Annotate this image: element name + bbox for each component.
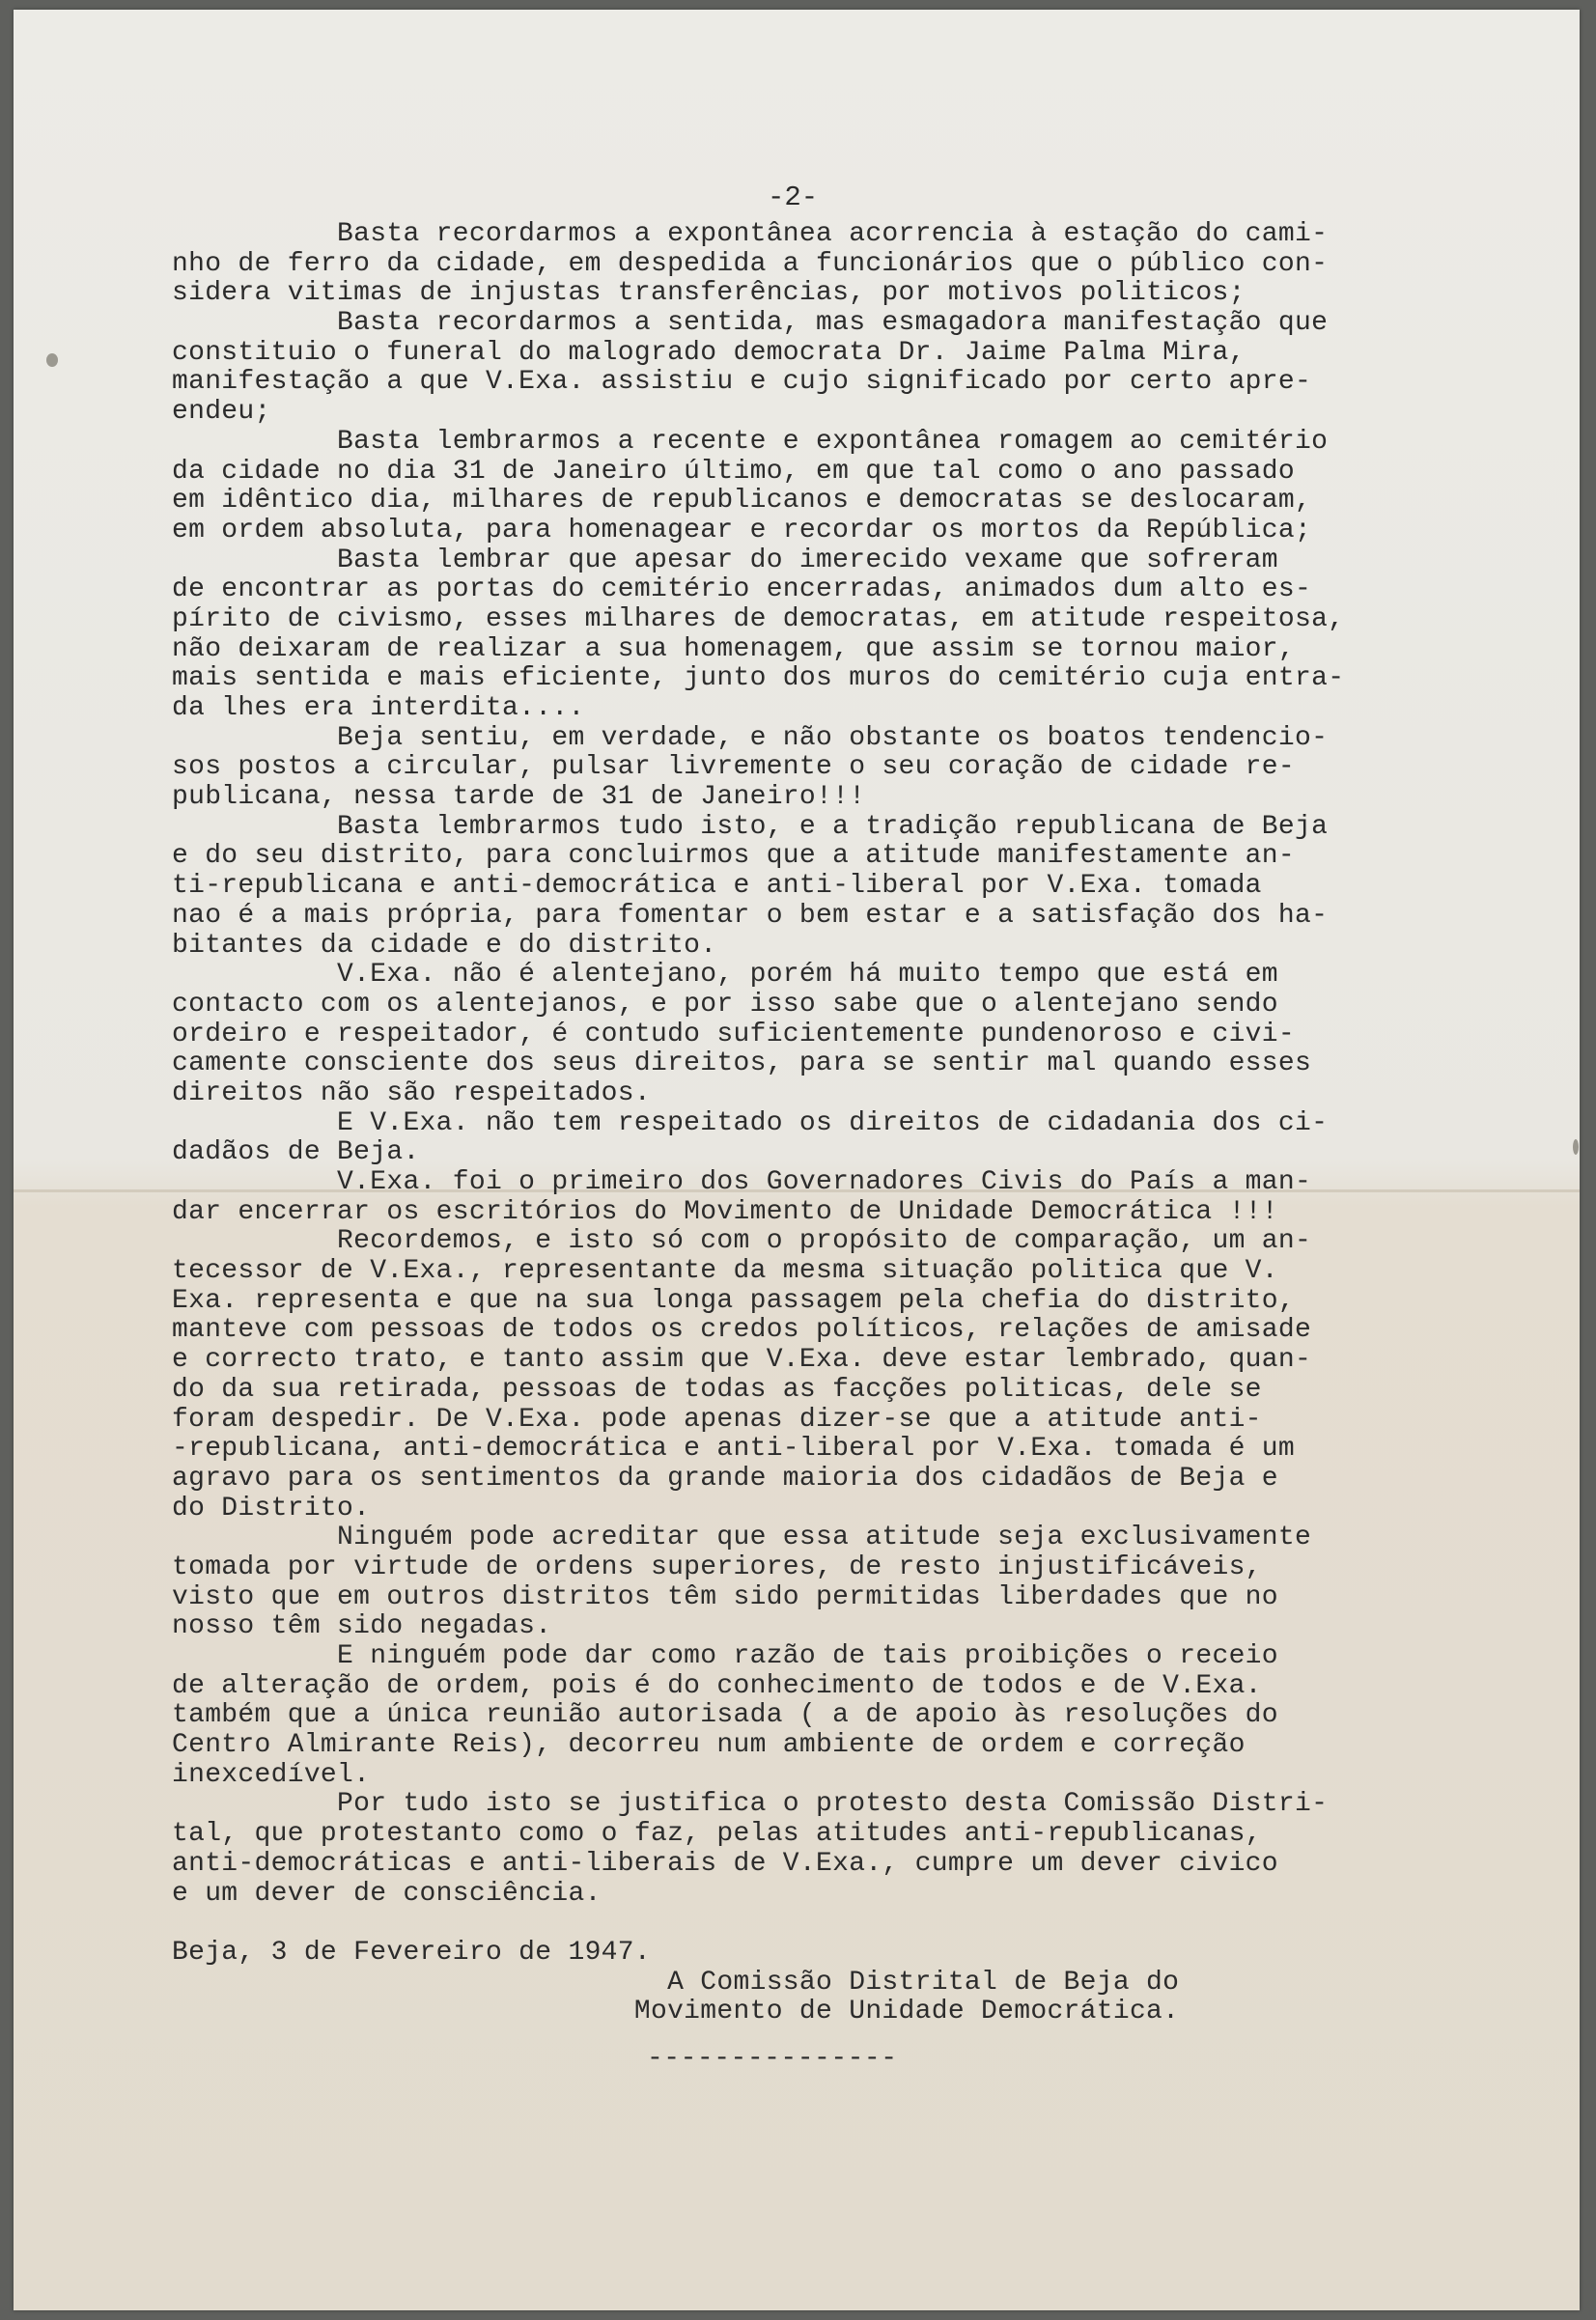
text-line: endeu; (172, 397, 271, 428)
text-line: e do seu distrito, para concluirmos que a atitude manifestamente an- (172, 841, 1295, 872)
text-line: manteve com pessoas de todos os credos políticos, relações de amisade (172, 1315, 1312, 1346)
text-line: também que a única reunião autorisada ( a de apoio às resoluções do (172, 1700, 1278, 1731)
text-line: E V.Exa. não tem respeitado os direitos de cidadania dos ci- (172, 1107, 1329, 1138)
text-line: Centro Almirante Reis), decorreu num ambiente de ordem e correção (172, 1730, 1246, 1761)
text-line: da lhes era interdita.... (172, 693, 585, 723)
text-line: Ninguém pode acreditar que essa atitude seja exclusivamente (172, 1523, 1312, 1553)
text-line: Recordemos, e isto só com o propósito de comparação, um an- (172, 1226, 1312, 1257)
page-number: -2- (768, 182, 819, 213)
text-line: agravo para os sentimentos da grande maioria dos cidadãos de Beja e (172, 1463, 1278, 1494)
text-line: de encontrar as portas do cemitério encerradas, animados dum alto es- (172, 574, 1312, 605)
text-line: A Comissão Distrital de Beja do (172, 1967, 1180, 1998)
text-line: sos postos a circular, pulsar livremente o seu coração de cidade re- (172, 752, 1295, 783)
text-line: não deixaram de realizar a sua homenagem, que assim se tornou maior, (172, 633, 1295, 664)
text-line: anti-democráticas e anti-liberais de V.Exa., cumpre um dever civico (172, 1848, 1278, 1879)
text-line: dadãos de Beja. (172, 1137, 420, 1168)
text-line: sidera vitimas de injustas transferências, por motivos politicos; (172, 278, 1246, 309)
text-line: e um dever de consciência. (172, 1878, 602, 1909)
closing-rule: --------------- (647, 2044, 898, 2074)
page-mark (1573, 1139, 1579, 1155)
text-line: publicana, nessa tarde de 31 de Janeiro!!! (172, 782, 866, 813)
text-line: V.Exa. não é alentejano, porém há muito tempo que está em (172, 960, 1278, 991)
text-line: Por tudo isto se justifica o protesto desta Comissão Distri- (172, 1789, 1329, 1820)
text-line (172, 1909, 1466, 1939)
text-line: V.Exa. foi o primeiro dos Governadores Civis do País a man- (172, 1167, 1312, 1197)
text-line: Beja, 3 de Fevereiro de 1947. (172, 1937, 651, 1968)
text-line: Basta lembrarmos a recente e expontânea romagem ao cemitério (172, 426, 1329, 457)
letter-body (172, 220, 1466, 2027)
text-line: bitantes da cidade e do distrito. (172, 930, 717, 961)
text-line: constituio o funeral do malogrado democrata Dr. Jaime Palma Mira, (172, 337, 1246, 368)
text-line: de alteração de ordem, pois é do conhecimento de todos e de V.Exa. (172, 1670, 1262, 1701)
text-line: direitos não são respeitados. (172, 1077, 651, 1108)
text-line: visto que em outros distritos têm sido permitidas liberdades que no (172, 1581, 1278, 1612)
text-line: em ordem absoluta, para homenagear e recordar os mortos da República; (172, 515, 1312, 545)
text-line: inexcedível. (172, 1759, 371, 1790)
text-line: Movimento de Unidade Democrática. (172, 1997, 1180, 2027)
text-line: Basta lembrarmos tudo isto, e a tradição republicana de Beja (172, 811, 1329, 842)
text-line: nho de ferro da cidade, em despedida a funcionários que o público con- (172, 248, 1329, 279)
text-line: em idêntico dia, milhares de republicanos e democratas se deslocaram, (172, 486, 1312, 517)
text-line: contacto com os alentejanos, e por isso sabe que o alentejano sendo (172, 989, 1278, 1020)
text-line: foram despedir. De V.Exa. pode apenas dizer-se que a atitude anti- (172, 1404, 1262, 1435)
text-line: Exa. representa e que na sua longa passagem pela chefia do distrito, (172, 1285, 1295, 1316)
text-line: Beja sentiu, em verdade, e não obstante os boatos tendencio- (172, 722, 1329, 753)
text-line: ti-republicana e anti-democrática e anti-liberal por V.Exa. tomada (172, 871, 1262, 902)
text-line: Basta recordarmos a sentida, mas esmagadora manifestação que (172, 308, 1329, 339)
text-line: Basta recordarmos a expontânea acorrencia à estação do cami- (172, 219, 1329, 249)
text-line: pírito de civismo, esses milhares de democratas, em atitude respeitosa, (172, 603, 1345, 634)
text-line: E ninguém pode dar como razão de tais proibições o receio (172, 1641, 1278, 1671)
text-line: nao é a mais própria, para fomentar o bem estar e a satisfação dos ha- (172, 900, 1329, 931)
text-line: dar encerrar os escritórios do Movimento de Unidade Democrática !!! (172, 1196, 1278, 1227)
text-line: Basta lembrar que apesar do imerecido vexame que sofreram (172, 545, 1278, 575)
text-line: nosso têm sido negadas. (172, 1611, 552, 1642)
text-line: -republicana, anti-democrática e anti-liberal por V.Exa. tomada é um (172, 1434, 1295, 1465)
text-line: tecessor de V.Exa., representante da mesma situação politica que V. (172, 1256, 1278, 1287)
text-line: ordeiro e respeitador, é contudo suficientemente pundenoroso e civi- (172, 1019, 1295, 1049)
text-line: manifestação a que V.Exa. assistiu e cujo significado por certo apre- (172, 367, 1312, 398)
text-line: camente consciente dos seus direitos, para se sentir mal quando esses (172, 1048, 1312, 1079)
text-line: da cidade no dia 31 de Janeiro último, em que tal como o ano passado (172, 456, 1295, 487)
text-line: do Distrito. (172, 1493, 371, 1523)
page-mark (46, 353, 58, 367)
text-line: e correcto trato, e tanto assim que V.Exa. deve estar lembrado, quan- (172, 1345, 1312, 1376)
text-line: tomada por virtude de ordens superiores, de resto injustificáveis, (172, 1551, 1262, 1582)
text-line: do da sua retirada, pessoas de todas as facções politicas, dele se (172, 1374, 1262, 1405)
text-line: mais sentida e mais eficiente, junto dos muros do cemitério cuja entra- (172, 663, 1345, 694)
text-line: tal, que protestanto como o faz, pelas atitudes anti-republicanas, (172, 1819, 1262, 1850)
